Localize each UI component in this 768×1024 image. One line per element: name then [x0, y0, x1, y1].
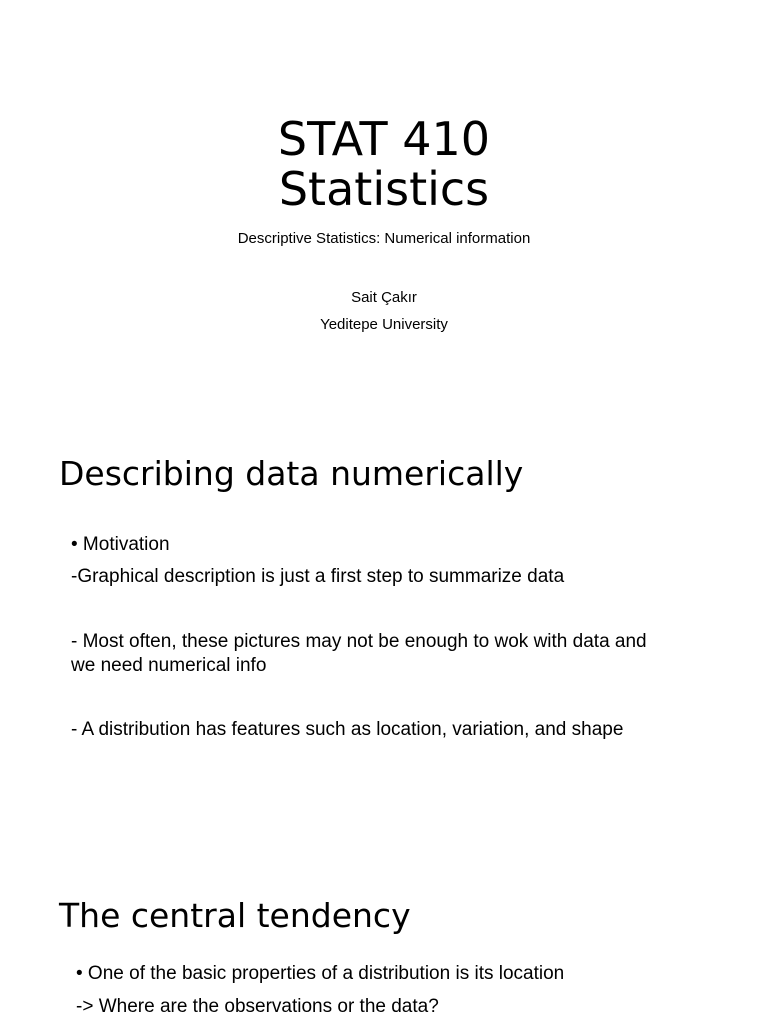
author-name: Sait Çakır [351, 289, 417, 306]
title-line-subject: Statistics [278, 162, 490, 216]
bullet-item: -Graphical description is just a first step to summarize data [71, 566, 565, 587]
title-slide [0, 0, 768, 410]
author-institution: Yeditepe University [320, 316, 448, 333]
slide-title [0, 114, 768, 214]
bullet-item: - Most often, these pictures may not be enough to wok with data and we need numerical info [71, 631, 647, 676]
slide-central-tendency [0, 870, 768, 1024]
slide-subtitle: Descriptive Statistics: Numerical information [237, 230, 531, 247]
slide-describing-data [0, 410, 768, 870]
bullet-item: - A distribution has features such as location, variation, and shape [71, 719, 624, 740]
bullet-item: • One of the basic properties of a distribution is its location [76, 963, 565, 984]
author-block [0, 284, 768, 338]
slide-heading: Describing data numerically [59, 454, 524, 493]
bullet-item: • Motivation [71, 534, 170, 555]
slide-heading: The central tendency [59, 896, 411, 935]
bullet-item: -> Where are the observations or the data? [76, 996, 439, 1017]
title-line-course: STAT 410 [277, 112, 491, 166]
